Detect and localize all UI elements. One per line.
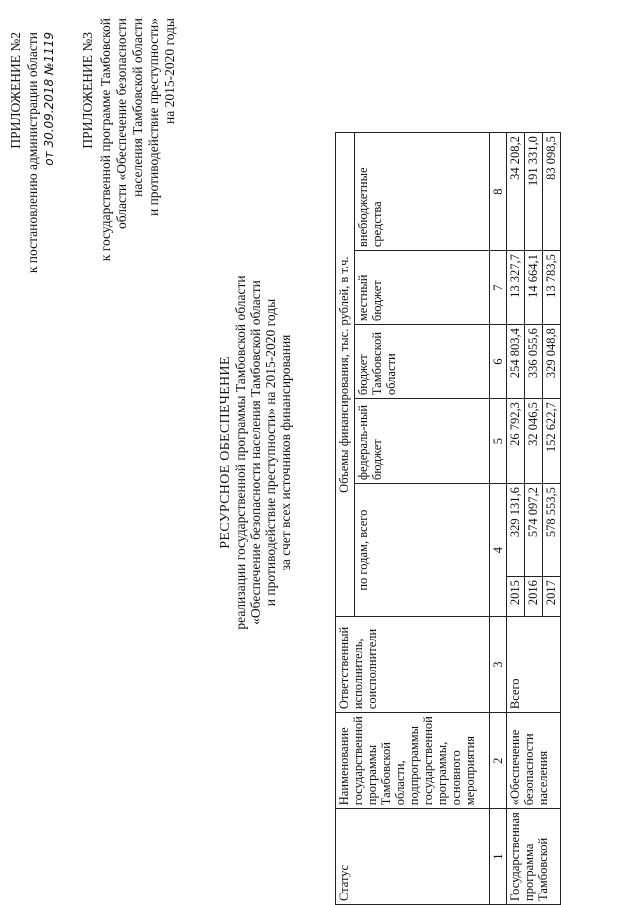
year-cell: 2016: [525, 577, 543, 617]
offbudget-cell: 34 208,2: [507, 133, 525, 251]
header-status: Статус: [336, 809, 490, 905]
federal-cell: 26 792,3: [507, 399, 525, 484]
header-executor: Ответственный исполнитель, соисполнители: [336, 617, 490, 713]
regional-cell: 336 055,6: [525, 325, 543, 399]
heading-line: и противодействие преступности» на 2015-2020 годы: [263, 298, 278, 607]
total-cell: 574 097,2: [525, 484, 543, 577]
heading-line: за счет всех источников финансирования: [278, 334, 293, 571]
local-cell: 13 783,5: [543, 251, 561, 325]
appendix3-line: и противодействие преступности»: [146, 18, 161, 217]
column-number: 7: [490, 251, 507, 325]
local-cell: 13 327,7: [507, 251, 525, 325]
header-federal: федераль-ный бюджет: [355, 399, 490, 484]
offbudget-cell: 83 098,5: [543, 133, 561, 251]
appendix3-line: населения Тамбовской области: [130, 18, 145, 197]
document-heading: [218, 0, 293, 905]
resource-table: [335, 132, 561, 905]
executor-cell: Всего: [507, 617, 561, 713]
appendix3-line: на 2015-2020 годы: [162, 18, 177, 124]
header-offbudget: внебюджетные средства: [355, 133, 490, 251]
status-cell: Государственная программа Тамбовской: [507, 809, 561, 905]
header-funding: Объемы финансирования, тыс. рублей, в т.ч.: [336, 133, 355, 617]
heading-line: реализации государственной программы Тамбовской области: [233, 275, 248, 630]
column-number: 4: [490, 484, 507, 617]
program-name-cell: «Обеспечение безопасности населения: [507, 713, 561, 809]
federal-cell: 32 046,5: [525, 399, 543, 484]
offbudget-cell: 191 331,0: [525, 133, 543, 251]
header-by-years: по годам, всего: [355, 484, 490, 617]
year-cell: 2017: [543, 577, 561, 617]
regional-cell: 329 048,8: [543, 325, 561, 399]
heading-title: РЕСУРСНОЕ ОБЕСПЕЧЕНИЕ: [218, 356, 233, 549]
column-number: 8: [490, 133, 507, 251]
local-cell: 14 664,1: [525, 251, 543, 325]
federal-cell: 152 622,7: [543, 399, 561, 484]
header-name: Наименование государственной программы Тамбовской области, подпрограммы государственной программы, основного мероприятия: [336, 713, 490, 809]
appendix3-title: ПРИЛОЖЕНИЕ №3: [80, 32, 95, 149]
column-number: 3: [490, 617, 507, 713]
appendix2-title: ПРИЛОЖЕНИЕ №2: [8, 32, 23, 149]
total-cell: 329 131,6: [507, 484, 525, 577]
column-number: 1: [490, 809, 507, 905]
regional-cell: 254 803,4: [507, 325, 525, 399]
year-cell: 2015: [507, 577, 525, 617]
column-number: 5: [490, 399, 507, 484]
heading-line: «Обеспечение безопасности населения Тамбовской области: [248, 280, 263, 625]
header-regional: бюджет Тамбовской области: [355, 325, 490, 399]
appendix3-line: к государственной программе Тамбовской: [98, 18, 113, 262]
total-cell: 578 553,5: [543, 484, 561, 577]
appendix2-line: к постановлению администрации области: [25, 32, 40, 274]
column-number: 6: [490, 325, 507, 399]
handwritten-signature-date: от 30.09.2018 №1119: [42, 32, 56, 166]
appendix3-line: области «Обеспечение безопасности: [114, 18, 129, 229]
column-number: 2: [490, 713, 507, 809]
header-local: местный бюджет: [355, 251, 490, 325]
